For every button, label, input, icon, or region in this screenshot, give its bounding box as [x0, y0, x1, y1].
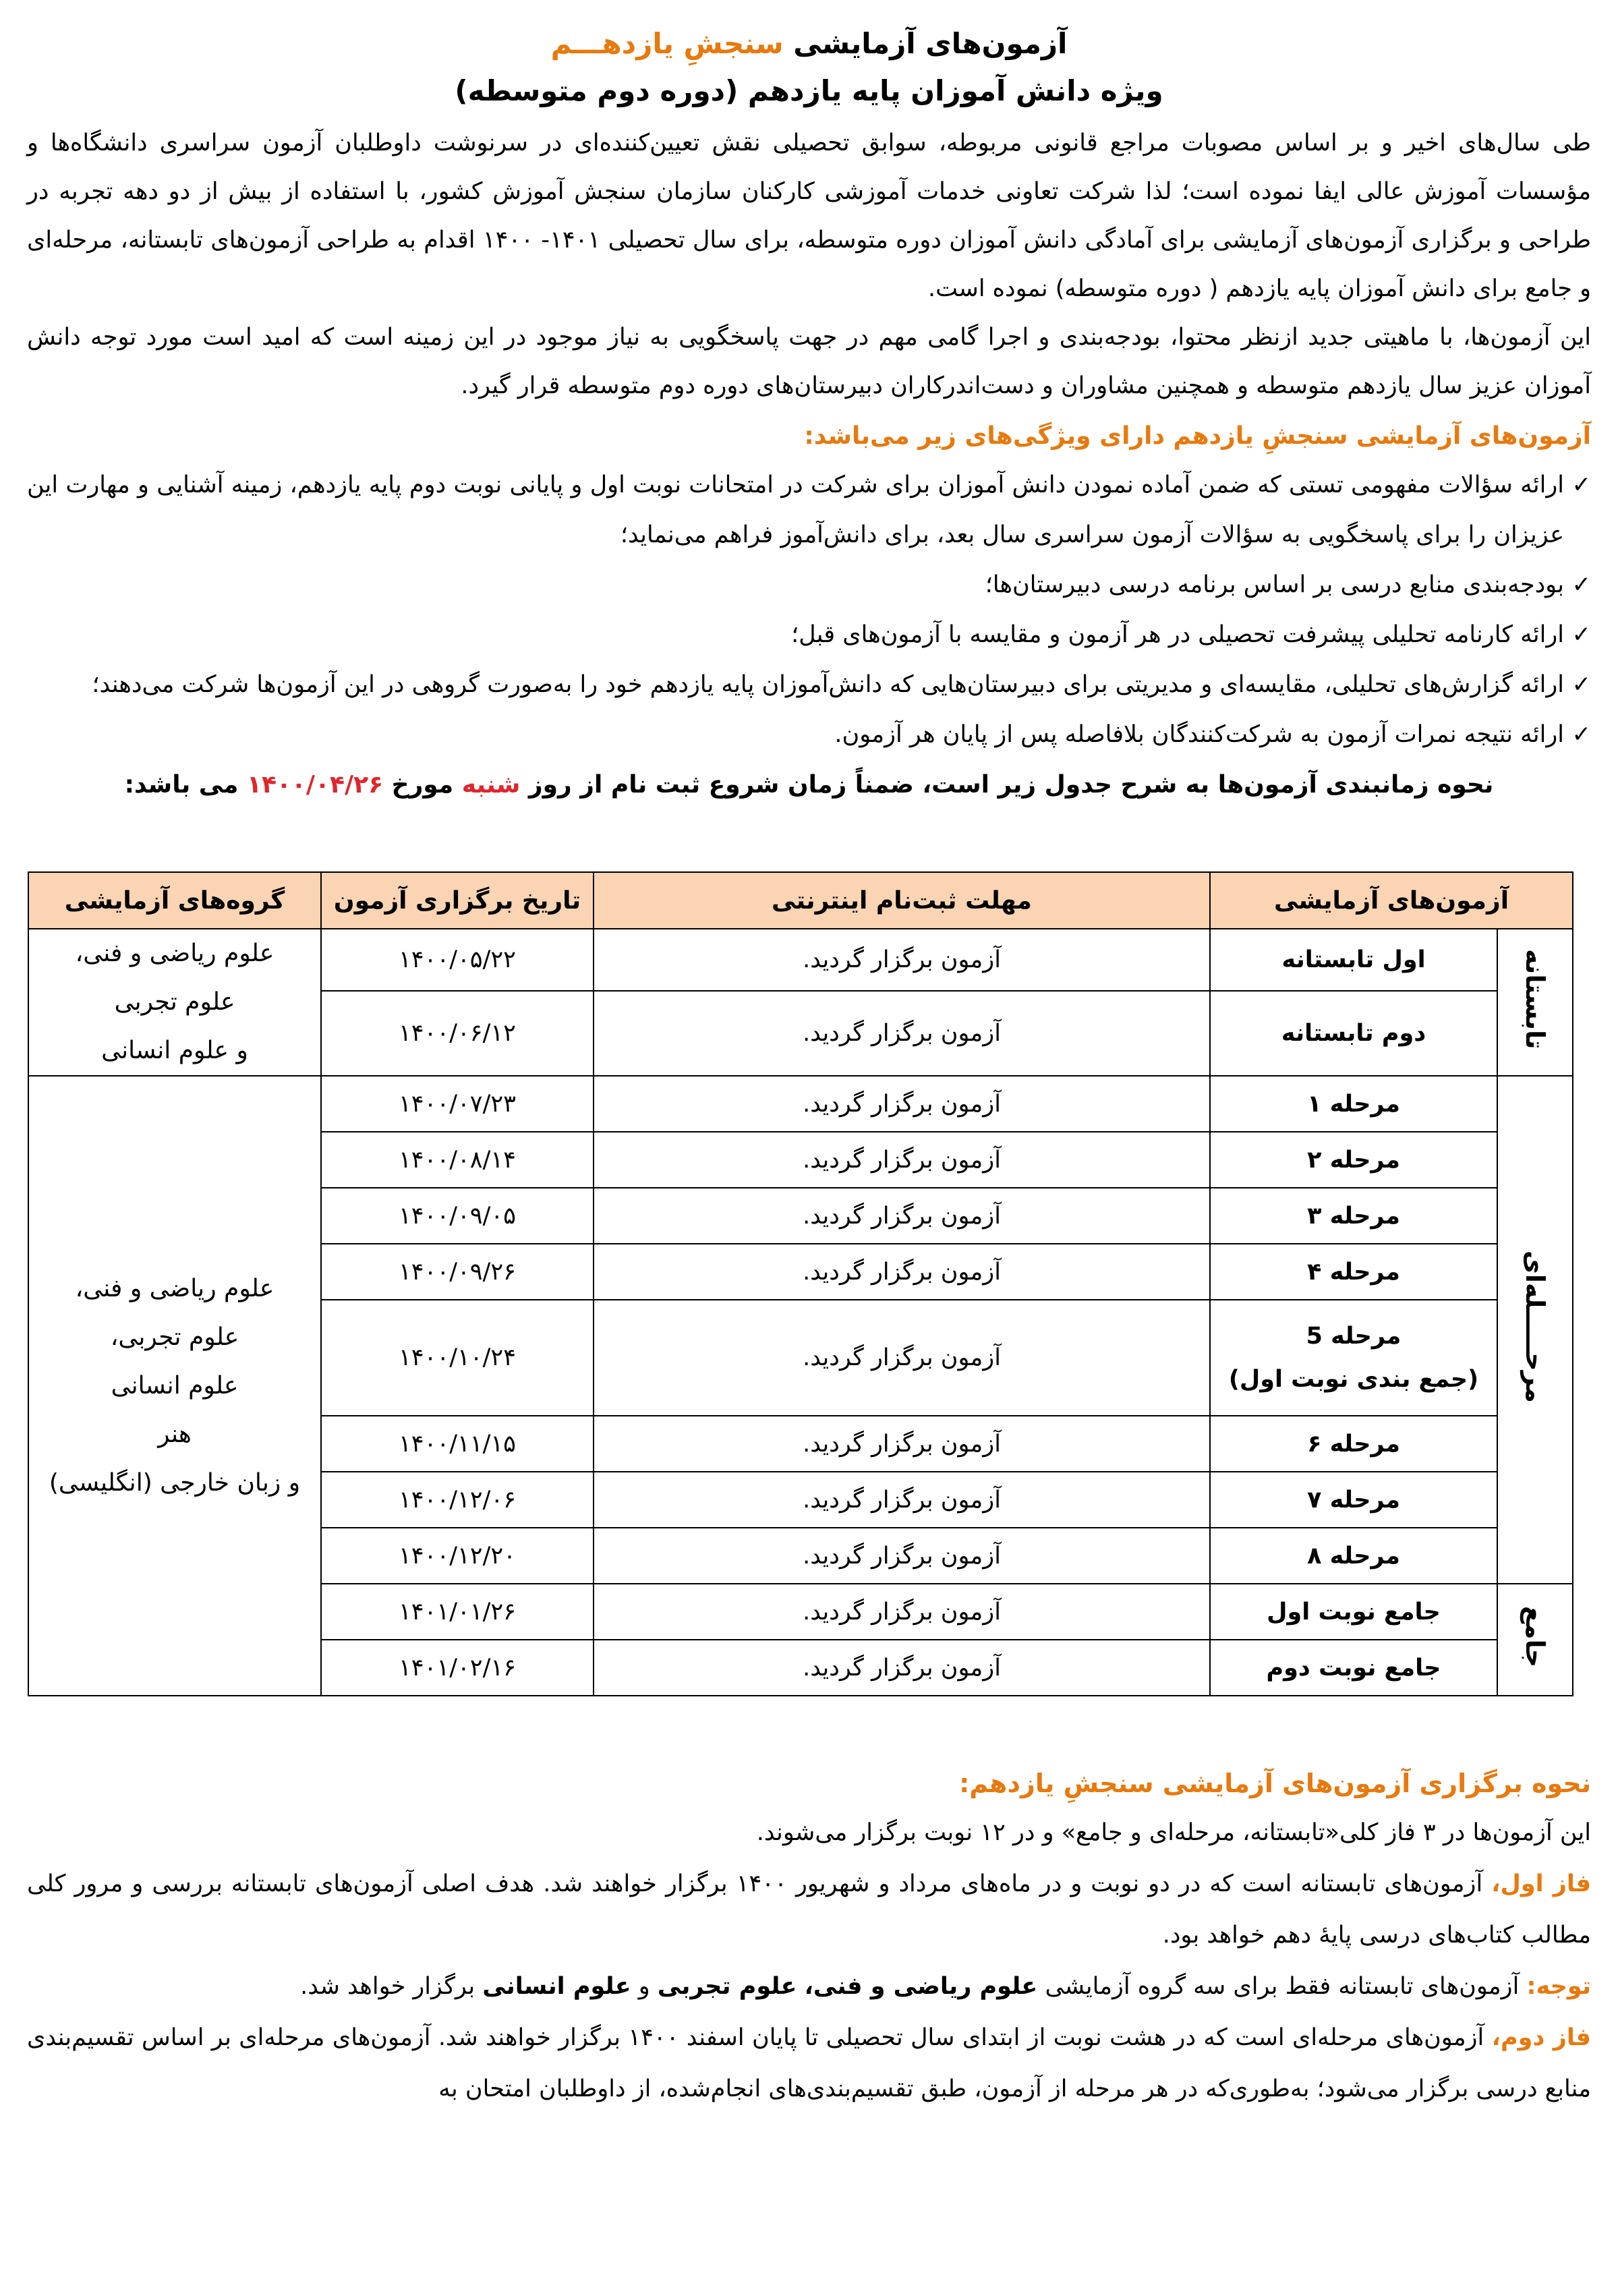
header-groups: گروه‌های آزمایشی: [28, 872, 321, 929]
feature-item: [27, 460, 1591, 560]
note-text1: آزمون‌های تابستانه فقط برای سه گروه آزمایشی: [1045, 1973, 1520, 2000]
groups-summer: علوم ریاضی و فنی، علوم تجربی و علوم انسانی: [28, 929, 321, 1076]
schedule-note: [27, 759, 1591, 811]
schedule-table: [28, 871, 1573, 1696]
date-cell: ۱۴۰۱/۰۱/۲۶: [321, 1584, 594, 1640]
date-cell: ۱۴۰۰/۰۹/۰۵: [321, 1188, 594, 1244]
feature-item: [27, 560, 1591, 610]
note-paragraph: [27, 1961, 1591, 2012]
feature-item: [27, 710, 1591, 759]
page-subtitle: ویژه دانش آموزان پایه یازدهم (دوره دوم متوسطه): [455, 74, 1163, 107]
exam-name: مرحله ۶: [1210, 1416, 1497, 1472]
date-cell: ۱۴۰۰/۱۲/۰۶: [321, 1472, 594, 1528]
page-title: [27, 20, 1591, 67]
exam-name: جامع نوبت اول: [1210, 1584, 1497, 1640]
deadline-cell: آزمون برگزار گردید.: [594, 929, 1210, 991]
deadline-cell: آزمون برگزار گردید.: [594, 1528, 1210, 1584]
date-cell: ۱۴۰۰/۰۹/۲۶: [321, 1244, 594, 1300]
phase2-text: آزمون‌های مرحله‌ای است که در هشت نوبت از ابتدای سال تحصیلی تا پایان اسفند ۱۴۰۰ برگزار خواهند شد. آزمون‌های مرحله‌ای بر اساس تقسیم‌بندی منابع درسی برگزار می‌شود؛ به‌طوری‌که در هر مرحله از آزمون، طبق تقسیم‌بندی‌های انجام‌شده، از داوطلبان امتحان به: [27, 2024, 1591, 2102]
exam-name: دوم تابستانه: [1210, 991, 1497, 1076]
note-and: و: [638, 1973, 650, 2000]
checkmark-icon: ✓: [1571, 621, 1591, 648]
phase1-paragraph: [27, 1858, 1591, 1961]
exam-name: مرحله ۲: [1210, 1132, 1497, 1188]
deadline-cell: آزمون برگزار گردید.: [594, 1188, 1210, 1244]
header-exams: آزمون‌های آزمایشی: [1210, 872, 1573, 929]
deadline-cell: آزمون برگزار گردید.: [594, 1300, 1210, 1416]
checkmark-icon: ✓: [1571, 471, 1591, 498]
date-cell: ۱۴۰۰/۱۲/۲۰: [321, 1528, 594, 1584]
feature-text: بودجه‌بندی منابع درسی بر اساس برنامه درسی دبیرستان‌ها؛: [985, 571, 1564, 598]
deadline-cell: آزمون برگزار گردید.: [594, 1472, 1210, 1528]
date-cell: ۱۴۰۰/۰۷/۲۳: [321, 1076, 594, 1132]
date-cell: ۱۴۰۰/۰۸/۱۴: [321, 1132, 594, 1188]
feature-text: ارائه سؤالات مفهومی تستی که ضمن آماده نمودن دانش آموزان برای شرکت در امتحانات نوبت اول و پایانی نوبت دوم پایه یازدهم، زمینه آشنایی و مهارت این عزیزان را برای پاسخگویی به سؤالات آزمون سراسری سال بعد، برای دانش‌آموز فراهم می‌نماید؛: [27, 471, 1564, 548]
note-label: توجه:: [1526, 1973, 1591, 2000]
date-cell: ۱۴۰۰/۰۵/۲۲: [321, 929, 594, 991]
checkmark-icon: ✓: [1571, 571, 1591, 598]
note-bold3: علوم انسانی: [482, 1973, 631, 2000]
phase1-text: آزمون‌های تابستانه است که در دو نوبت و در ماه‌های مرداد و شهریور ۱۴۰۰ برگزار خواهند شد. هدف اصلی آزمون‌های تابستانه بررسی و مرور کلی مطالب کتاب‌های درسی پایهٔ دهم خواهد بود.: [27, 1870, 1591, 1949]
schedule-note-part3: می باشد:: [124, 771, 239, 799]
feature-text: ارائه کارنامه تحلیلی پیشرفت تحصیلی در هر آزمون و مقایسه با آزمون‌های قبل؛: [791, 621, 1564, 648]
exam-name: مرحله ۳: [1210, 1188, 1497, 1244]
deadline-cell: آزمون برگزار گردید.: [594, 991, 1210, 1076]
phase-stage: مرحـــــله‌ای: [1497, 1076, 1573, 1584]
table-row: [28, 1076, 1573, 1132]
exam-name: اول تابستانه: [1210, 929, 1497, 991]
groups-rest: علوم ریاضی و فنی، علوم تجربی، علوم انسانی هنر و زبان خارجی (انگلیسی): [28, 1076, 321, 1696]
howto-intro: این آزمون‌ها در ۳ فاز کلی«تابستانه، مرحله‌ای و جامع» و در ۱۲ نوبت برگزار می‌شوند.: [756, 1819, 1591, 1846]
phase2-paragraph: [27, 2012, 1591, 2115]
schedule-note-part2: مورخ: [391, 771, 454, 799]
table-row: [28, 929, 1573, 991]
table-header-row: [28, 872, 1573, 929]
feature-text: ارائه گزارش‌های تحلیلی، مقایسه‌ای و مدیریتی برای دبیرستان‌هایی که دانش‌آموزان پایه یازدهم خود را به‌صورت گروهی در این آزمون‌ها شرکت می‌دهند؛: [92, 671, 1564, 698]
exam-name: جامع نوبت دوم: [1210, 1640, 1497, 1696]
checkmark-icon: ✓: [1571, 721, 1591, 748]
registration-date: ۱۴۰۰/۰۴/۲۶: [247, 771, 384, 799]
checkmark-icon: ✓: [1571, 671, 1591, 698]
registration-day: شنبه: [461, 771, 521, 799]
date-cell: ۱۴۰۰/۰۶/۱۲: [321, 991, 594, 1076]
intro-paragraph-2: این آزمون‌ها، با ماهیتی جدید ازنظر محتوا، بودجه‌بندی و اجرا گامی مهم در جهت پاسخگویی به نیاز موجود در این زمینه است که امید است مورد توجه دانش آموزان عزیز سال یازدهم متوسطه و همچنین مشاوران و دست‌اندرکاران دبیرستان‌های دوره دوم متوسطه قرار گیرد.: [27, 324, 1591, 399]
title-prefix: آزمون‌های آزمایشی: [793, 27, 1068, 60]
feature-item: [27, 610, 1591, 660]
header-deadline: مهلت ثبت‌نام اینترنتی: [594, 872, 1210, 929]
deadline-cell: آزمون برگزار گردید.: [594, 1584, 1210, 1640]
date-cell: ۱۴۰۰/۱۰/۲۴: [321, 1300, 594, 1416]
intro-paragraph-1: طی سال‌های اخیر و بر اساس مصوبات مراجع قانونی مربوطه، سوابق تحصیلی نقش تعیین‌کننده‌ای در سرنوشت داوطلبان آزمون سراسری دانشگاه‌ها و مؤسسات آموزش عالی ایفا نموده است؛ لذا شرکت تعاونی خدمات آموزشی کارکنان سازمان سنجش آموزش کشور، با استفاده از بیش از دو دهه تجربه در طراحی و برگزاری آزمون‌های آزمایشی برای آمادگی دانش آموزان دوره متوسطه، برای سال تحصیلی ۱۴۰۱- ۱۴۰۰ اقدام به طراحی آزمون‌های تابستانه، مرحله‌ای و جامع برای دانش آموزان پایه یازدهم ( دوره متوسطه) نموده است.: [27, 130, 1591, 302]
phase-comprehensive: جامع: [1497, 1584, 1573, 1696]
exam-name: مرحله ۷: [1210, 1472, 1497, 1528]
phase-summer: تابستانه: [1497, 929, 1573, 1076]
note-bold2: علوم تجربی: [657, 1973, 797, 2000]
phase2-label: فاز دوم،: [1491, 2024, 1591, 2051]
deadline-cell: آزمون برگزار گردید.: [594, 1640, 1210, 1696]
header-date: تاریخ برگزاری آزمون: [321, 872, 594, 929]
deadline-cell: آزمون برگزار گردید.: [594, 1132, 1210, 1188]
exam-name: مرحله ۱: [1210, 1076, 1497, 1132]
schedule-note-part1: نحوه زمانبندی آزمون‌ها به شرح جدول زیر است، ضمناً زمان شروع ثبت نام از روز: [528, 771, 1494, 799]
exam-name: مرحله ۴: [1210, 1244, 1497, 1300]
title-accent: سنجشِ یازدهـــم: [550, 27, 784, 60]
deadline-cell: آزمون برگزار گردید.: [594, 1076, 1210, 1132]
phase1-label: فاز اول،: [1491, 1870, 1591, 1897]
note-bold1: علوم ریاضی و فنی،: [804, 1973, 1038, 2000]
deadline-cell: آزمون برگزار گردید.: [594, 1244, 1210, 1300]
features-list: [27, 460, 1591, 759]
feature-text: ارائه نتیجه نمرات آزمون به شرکت‌کنندگان بلافاصله پس از پایان هر آزمون.: [834, 721, 1564, 748]
date-cell: ۱۴۰۱/۰۲/۱۶: [321, 1640, 594, 1696]
exam-name: مرحله 5 (جمع بندی نوبت اول): [1210, 1300, 1497, 1416]
date-cell: ۱۴۰۰/۱۱/۱۵: [321, 1416, 594, 1472]
howto-heading: نحوه برگزاری آزمون‌های آزمایشی سنجشِ یازدهم:: [959, 1769, 1591, 1798]
exam-name: مرحله ۸: [1210, 1528, 1497, 1584]
deadline-cell: آزمون برگزار گردید.: [594, 1416, 1210, 1472]
features-heading: آزمون‌های آزمایشی سنجشِ یازدهم دارای ویژگی‌های زیر می‌باشد:: [804, 422, 1591, 450]
note-text2: برگزار خواهد شد.: [300, 1973, 475, 2000]
feature-item: [27, 660, 1591, 710]
